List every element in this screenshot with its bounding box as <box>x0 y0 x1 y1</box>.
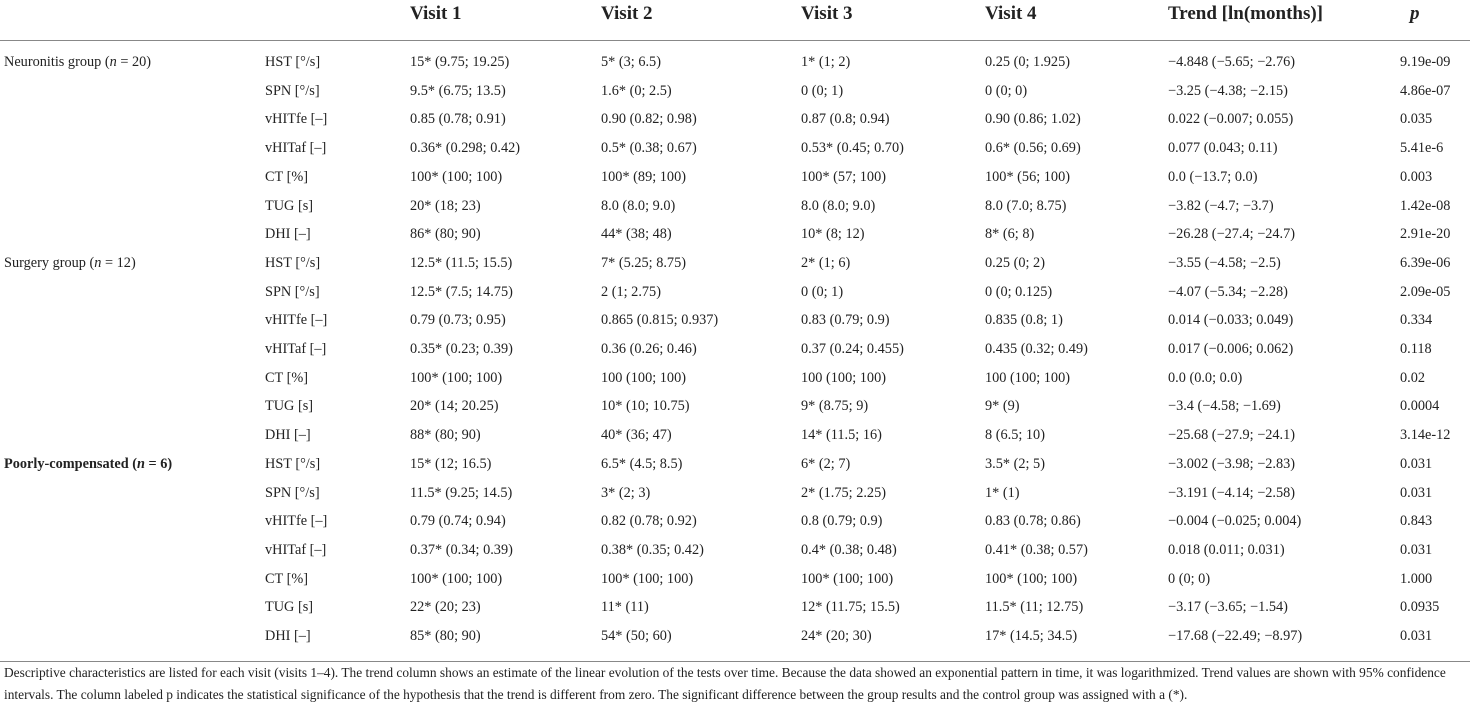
cell-p-value: 3.14e-12 <box>1400 427 1451 444</box>
cell-visit-1: 0.37* (0.34; 0.39) <box>410 541 513 558</box>
cell-trend: −3.82 (−4.7; −3.7) <box>1168 197 1274 214</box>
group-label <box>4 255 136 272</box>
cell-visit-4: 0.41* (0.38; 0.57) <box>985 541 1088 558</box>
table-row <box>0 451 1470 480</box>
table-header <box>0 0 1470 41</box>
cell-p-value: 0.003 <box>1400 168 1433 185</box>
cell-trend: −3.4 (−4.58; −1.69) <box>1168 398 1281 415</box>
cell-visit-3: 0.8 (0.79; 0.9) <box>801 513 883 530</box>
cell-p-value: 2.09e-05 <box>1400 283 1451 300</box>
cell-visit-2: 3* (2; 3) <box>601 484 651 501</box>
cell-trend: −3.191 (−4.14; −2.58) <box>1168 484 1296 501</box>
header-trend: Trend [ln(months)] <box>1168 3 1324 24</box>
cell-visit-3: 6* (2; 7) <box>801 455 851 472</box>
cell-visit-3: 9* (8.75; 9) <box>801 398 869 415</box>
table-row <box>0 393 1470 422</box>
cell-visit-4: 8* (6; 8) <box>985 226 1035 243</box>
cell-trend: 0.077 (0.043; 0.11) <box>1168 140 1278 157</box>
cell-visit-1: 20* (14; 20.25) <box>410 398 499 415</box>
cell-trend: −26.28 (−27.4; −24.7) <box>1168 226 1296 243</box>
table-row <box>0 221 1470 250</box>
cell-variable: TUG [s] <box>265 398 314 415</box>
header-visit-3: Visit 3 <box>801 3 853 24</box>
cell-visit-3: 10* (8; 12) <box>801 226 865 243</box>
cell-visit-2: 40* (36; 47) <box>601 427 672 444</box>
cell-visit-4: 9* (9) <box>985 398 1020 415</box>
cell-variable: vHITfe [–] <box>265 111 328 128</box>
cell-visit-1: 85* (80; 90) <box>410 628 481 644</box>
cell-visit-4: 8 (6.5; 10) <box>985 427 1045 444</box>
cell-visit-2: 0.38* (0.35; 0.42) <box>601 541 704 558</box>
table-row <box>0 480 1470 509</box>
cell-visit-1: 86* (80; 90) <box>410 226 481 243</box>
cell-visit-2: 5* (3; 6.5) <box>601 54 661 70</box>
cell-visit-2: 0.90 (0.82; 0.98) <box>601 111 697 128</box>
cell-variable: DHI [–] <box>265 628 311 644</box>
cell-visit-3: 100* (57; 100) <box>801 168 886 185</box>
header-p: p <box>1410 3 1420 24</box>
cell-trend: −4.848 (−5.65; −2.76) <box>1168 54 1296 70</box>
cell-variable: vHITaf [–] <box>265 541 327 558</box>
cell-visit-2: 6.5* (4.5; 8.5) <box>601 455 683 472</box>
cell-variable: vHITaf [–] <box>265 140 327 157</box>
cell-variable: SPN [°/s] <box>265 484 320 501</box>
cell-visit-1: 12.5* (11.5; 15.5) <box>410 254 513 271</box>
group-label-text: Surgery group ( <box>4 254 95 271</box>
table-row <box>0 594 1470 623</box>
cell-trend: 0.014 (−0.033; 0.049) <box>1168 312 1294 329</box>
cell-visit-4: 0.90 (0.86; 1.02) <box>985 111 1081 128</box>
group-label <box>4 54 151 71</box>
cell-trend: −4.07 (−5.34; −2.28) <box>1168 283 1288 300</box>
table-row <box>0 537 1470 566</box>
cell-p-value: 0.02 <box>1400 369 1426 386</box>
cell-variable: CT [%] <box>265 168 309 185</box>
cell-visit-1: 12.5* (7.5; 14.75) <box>410 283 513 300</box>
cell-variable: CT [%] <box>265 369 309 386</box>
cell-visit-3: 2* (1.75; 2.25) <box>801 484 886 501</box>
cell-visit-4: 100 (100; 100) <box>985 369 1070 386</box>
cell-p-value: 0.0935 <box>1400 599 1440 616</box>
cell-trend: −17.68 (−22.49; −8.97) <box>1168 628 1303 644</box>
cell-visit-3: 1* (1; 2) <box>801 54 851 70</box>
cell-visit-4: 100* (56; 100) <box>985 168 1070 185</box>
cell-trend: 0.0 (−13.7; 0.0) <box>1168 168 1258 185</box>
cell-visit-4: 0.835 (0.8; 1) <box>985 312 1063 329</box>
cell-visit-1: 100* (100; 100) <box>410 168 503 185</box>
cell-variable: DHI [–] <box>265 226 311 243</box>
cell-p-value: 0.334 <box>1400 312 1433 329</box>
cell-trend: −0.004 (−0.025; 0.004) <box>1168 513 1302 530</box>
cell-visit-1: 20* (18; 23) <box>410 197 481 214</box>
table-row <box>0 193 1470 222</box>
cell-variable: CT [%] <box>265 570 309 587</box>
cell-variable: HST [°/s] <box>265 54 321 70</box>
cell-trend: −3.25 (−4.38; −2.15) <box>1168 82 1288 99</box>
table-row <box>0 508 1470 537</box>
cell-variable: HST [°/s] <box>265 254 321 271</box>
cell-visit-3: 0.37 (0.24; 0.455) <box>801 341 904 357</box>
cell-visit-2: 7* (5.25; 8.75) <box>601 254 686 271</box>
cell-variable: HST [°/s] <box>265 455 321 472</box>
cell-visit-2: 0.865 (0.815; 0.937) <box>601 312 719 329</box>
table-row <box>0 365 1470 394</box>
table-row <box>0 566 1470 595</box>
cell-visit-2: 1.6* (0; 2.5) <box>601 82 672 99</box>
cell-visit-2: 100* (100; 100) <box>601 570 694 587</box>
cell-variable: SPN [°/s] <box>265 283 320 300</box>
cell-p-value: 0.0004 <box>1400 398 1440 415</box>
cell-variable: vHITfe [–] <box>265 513 328 530</box>
cell-visit-4: 0.25 (0; 2) <box>985 254 1045 271</box>
group-n-symbol: n <box>94 254 102 271</box>
cell-visit-1: 100* (100; 100) <box>410 369 503 386</box>
table-row <box>0 49 1470 78</box>
cell-visit-2: 44* (38; 48) <box>601 226 672 243</box>
cell-visit-4: 1* (1) <box>985 484 1020 501</box>
table-row <box>0 279 1470 308</box>
cell-visit-1: 22* (20; 23) <box>410 599 481 616</box>
cell-visit-3: 100 (100; 100) <box>801 369 886 386</box>
cell-visit-1: 0.79 (0.74; 0.94) <box>410 513 506 530</box>
cell-visit-1: 15* (9.75; 19.25) <box>410 54 510 70</box>
cell-visit-4: 0 (0; 0.125) <box>985 283 1053 300</box>
cell-trend: 0.0 (0.0; 0.0) <box>1168 369 1243 386</box>
cell-trend: 0.018 (0.011; 0.031) <box>1168 541 1285 558</box>
cell-trend: 0 (0; 0) <box>1168 570 1211 587</box>
cell-visit-2: 54* (50; 60) <box>601 628 672 644</box>
cell-p-value: 9.19e-09 <box>1400 54 1451 70</box>
cell-visit-3: 14* (11.5; 16) <box>801 427 882 444</box>
table-row <box>0 78 1470 107</box>
cell-visit-4: 0.83 (0.78; 0.86) <box>985 513 1081 530</box>
group-n-value: = 6) <box>144 455 173 472</box>
table-row <box>0 307 1470 336</box>
cell-p-value: 0.031 <box>1400 541 1433 558</box>
cell-p-value: 1.000 <box>1400 570 1433 587</box>
cell-p-value: 0.118 <box>1400 341 1432 357</box>
table-row <box>0 336 1470 365</box>
cell-visit-4: 0.435 (0.32; 0.49) <box>985 341 1088 357</box>
cell-visit-3: 0.83 (0.79; 0.9) <box>801 312 890 329</box>
table-footnote: Descriptive characteristics are listed for each visit (visits 1–4). The trend column shows an estimate of the linear evolution of the tests over time. Because the data showed an exponential pattern in time, it was logarithmized. Trend values are shown with 95% confidence intervals. The column labeled p indicates the statistical significance of the hypothesis that the trend is different from zero. The significant difference between the group results and the control group was assigned with a (*). <box>4 665 1446 702</box>
cell-visit-1: 9.5* (6.75; 13.5) <box>410 82 506 99</box>
cell-visit-1: 15* (12; 16.5) <box>410 455 492 472</box>
table-row <box>0 164 1470 193</box>
cell-visit-3: 0.53* (0.45; 0.70) <box>801 140 904 157</box>
group-n-value: = 12) <box>101 254 136 271</box>
cell-p-value: 0.031 <box>1400 628 1433 644</box>
cell-visit-3: 100* (100; 100) <box>801 570 894 587</box>
cell-p-value: 0.031 <box>1400 455 1433 472</box>
cell-variable: SPN [°/s] <box>265 82 320 99</box>
cell-trend: −3.002 (−3.98; −2.83) <box>1168 455 1296 472</box>
header-visit-2: Visit 2 <box>601 3 653 24</box>
cell-visit-4: 8.0 (7.0; 8.75) <box>985 197 1067 214</box>
group-n-value: = 20) <box>116 54 152 70</box>
table-row <box>0 135 1470 164</box>
cell-p-value: 4.86e-07 <box>1400 82 1451 99</box>
cell-visit-1: 100* (100; 100) <box>410 570 503 587</box>
cell-variable: DHI [–] <box>265 427 311 444</box>
cell-p-value: 1.42e-08 <box>1400 197 1451 214</box>
cell-visit-2: 0.82 (0.78; 0.92) <box>601 513 697 530</box>
cell-visit-2: 8.0 (8.0; 9.0) <box>601 197 676 214</box>
cell-visit-4: 100* (100; 100) <box>985 570 1078 587</box>
cell-trend: −3.55 (−4.58; −2.5) <box>1168 254 1281 271</box>
cell-visit-2: 0.36 (0.26; 0.46) <box>601 341 697 357</box>
cell-visit-1: 0.35* (0.23; 0.39) <box>410 341 513 357</box>
table-row <box>0 106 1470 135</box>
cell-visit-3: 0.4* (0.38; 0.48) <box>801 541 897 558</box>
table-row <box>0 623 1470 652</box>
group-label-text: Poorly-compensated ( <box>4 455 138 472</box>
cell-visit-1: 0.36* (0.298; 0.42) <box>410 140 520 157</box>
cell-visit-4: 0 (0; 0) <box>985 82 1028 99</box>
cell-trend: −3.17 (−3.65; −1.54) <box>1168 599 1288 616</box>
cell-visit-4: 11.5* (11; 12.75) <box>985 599 1084 616</box>
cell-trend: 0.017 (−0.006; 0.062) <box>1168 341 1294 357</box>
cell-visit-2: 11* (11) <box>601 599 649 616</box>
cell-visit-2: 0.5* (0.38; 0.67) <box>601 140 697 157</box>
header-visit-1: Visit 1 <box>410 3 462 24</box>
table-row <box>0 250 1470 279</box>
group-label <box>4 456 172 473</box>
cell-visit-1: 0.79 (0.73; 0.95) <box>410 312 506 329</box>
cell-variable: vHITaf [–] <box>265 341 327 357</box>
cell-visit-4: 17* (14.5; 34.5) <box>985 628 1078 644</box>
table-row <box>0 422 1470 451</box>
cell-p-value: 0.843 <box>1400 513 1433 530</box>
cell-visit-3: 24* (20; 30) <box>801 628 872 644</box>
cell-trend: −25.68 (−27.9; −24.1) <box>1168 427 1296 444</box>
cell-variable: vHITfe [–] <box>265 312 328 329</box>
cell-visit-2: 2 (1; 2.75) <box>601 283 661 300</box>
cell-p-value: 0.031 <box>1400 484 1433 501</box>
cell-visit-3: 2* (1; 6) <box>801 254 851 271</box>
cell-visit-3: 0 (0; 1) <box>801 283 844 300</box>
header-visit-4: Visit 4 <box>985 3 1037 24</box>
cell-visit-3: 0.87 (0.8; 0.94) <box>801 111 890 128</box>
cell-trend: 0.022 (−0.007; 0.055) <box>1168 111 1294 128</box>
cell-p-value: 6.39e-06 <box>1400 254 1451 271</box>
cell-visit-1: 0.85 (0.78; 0.91) <box>410 111 506 128</box>
cell-visit-4: 0.25 (0; 1.925) <box>985 54 1070 70</box>
cell-variable: TUG [s] <box>265 197 314 214</box>
cell-visit-2: 100 (100; 100) <box>601 369 686 386</box>
cell-visit-3: 12* (11.75; 15.5) <box>801 599 900 616</box>
cell-visit-4: 0.6* (0.56; 0.69) <box>985 140 1081 157</box>
cell-variable: TUG [s] <box>265 599 314 616</box>
group-label-text: Neuronitis group ( <box>4 54 110 70</box>
group-n-symbol: n <box>109 54 117 70</box>
group-n-symbol: n <box>137 455 145 472</box>
cell-visit-3: 0 (0; 1) <box>801 82 844 99</box>
cell-visit-3: 8.0 (8.0; 9.0) <box>801 197 876 214</box>
cell-visit-1: 11.5* (9.25; 14.5) <box>410 484 513 501</box>
cell-visit-4: 3.5* (2; 5) <box>985 455 1045 472</box>
cell-visit-2: 100* (89; 100) <box>601 168 686 185</box>
cell-visit-1: 88* (80; 90) <box>410 427 481 444</box>
cell-p-value: 2.91e-20 <box>1400 226 1451 243</box>
cell-visit-2: 10* (10; 10.75) <box>601 398 690 415</box>
cell-p-value: 0.035 <box>1400 111 1433 128</box>
cell-p-value: 5.41e-6 <box>1400 140 1444 157</box>
